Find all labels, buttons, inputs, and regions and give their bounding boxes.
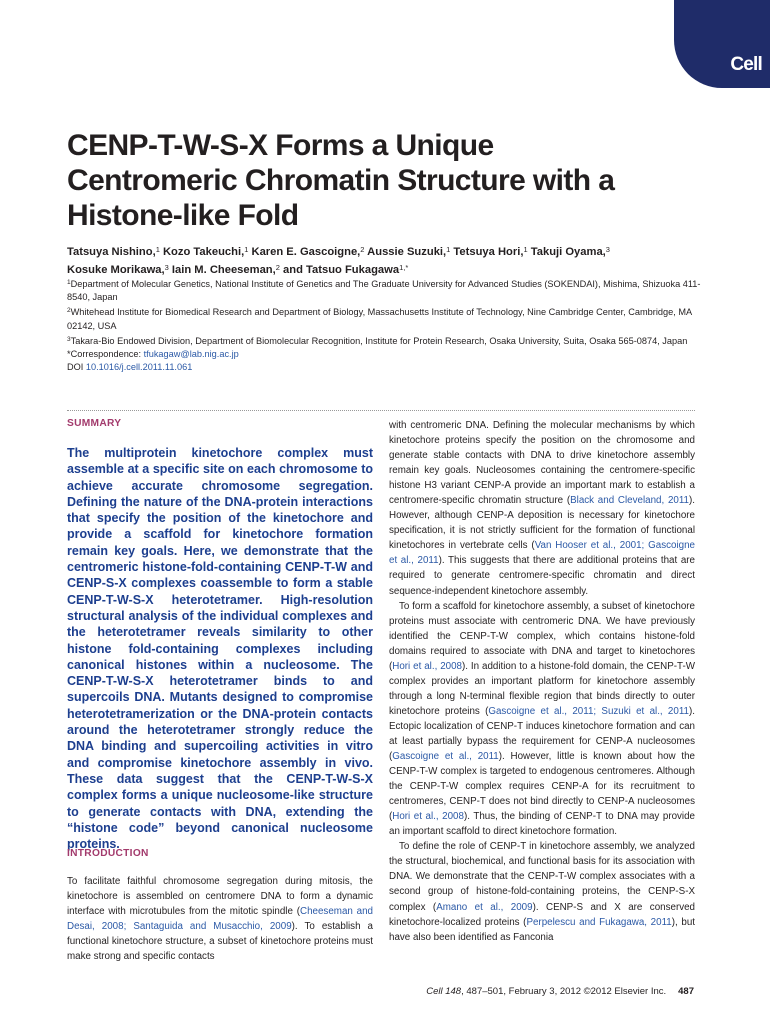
- summary-heading: SUMMARY: [67, 418, 122, 429]
- citation-link[interactable]: Van Hooser et al., 2001; Gascoigne et al., 2011: [389, 540, 695, 567]
- body-paragraph: [389, 418, 695, 599]
- author-affil-sup: 2: [360, 245, 365, 254]
- author: Tatsuya Nishino,: [67, 246, 156, 258]
- article-title: CENP-T-W-S-X Forms a Unique Centromeric Chromatin Structure with a Histone-like Fold: [67, 129, 615, 232]
- paragraph-text: ). However, although CENP-A deposition is necessary for kinetochore specification, it is not strictly sufficient for the formation of functional kinetochores in vertebrate cells (: [389, 495, 695, 552]
- affiliation-text: Whitehead Institute for Biomedical Research and Department of Biology, Massachusetts Institute of Technology, Nine Cambridge Center, Cambridge, MA 02142, USA: [67, 307, 692, 331]
- paragraph-text: To define the role of CENP-T in kinetochore assembly, we analyzed the structural, biochemical, and functional basis for its association with DNA. We demonstrate that the CENP-T-W complex associates with a second group of histone-fold-containing proteins, the CENP-S-X complex (: [389, 841, 695, 913]
- paragraph-text: ), but have also been identified as Fanconia: [389, 916, 696, 943]
- paragraph-text: with centromeric DNA. Defining the molecular mechanisms by which kinetochore proteins specify the position on the chromosome and generate stable contacts with DNA to drive kinetochore assembly remain key goals. Nucleosomes containing the centromere-specific histone H3 variant CENP-A provide an important mark to establish a centromere-specific chromatin structure (: [389, 420, 695, 507]
- affiliation-sup: 3: [67, 335, 71, 343]
- paragraph-text: ). CENP-S and X are conserved kinetochore-localized proteins (: [389, 901, 695, 928]
- correspondence-label: *Correspondence:: [67, 349, 144, 360]
- paragraph-text: To facilitate faithful chromosome segregation during mitosis, the kinetochore is assembled on centromere DNA to form a dynamic interface with microtubules from the mitotic spindle (: [67, 876, 373, 918]
- author-affil-sup: 2: [275, 263, 280, 272]
- page-number: 487: [678, 986, 694, 997]
- summary-text: The multiprotein kinetochore complex must assemble at a specific site on each chromosome to achieve accurate chromosome segregation. Defining the nature of the DNA-protein interactions that specify the position of the kinetochore and provide a scaffold for kinetochore formation remain key goals. Here, we demonstrate that the centromeric histone-fold-containing CENP-T-W and CENP-S-X complexes coassemble to form a stable CENP-T-W-S-X heterotetramer. High-resolution structural analysis of the individual complexes and the heterotetramer reveals similarity to other histone fold-containing complexes including canonical histones within a nucleosome. The CENP-T-W-S-X heterotetramer binds to and supercoils DNA. Mutants designed to compromise heterotetramerization or the DNA-protein contacts around the heterotetramer strongly reduce the DNA binding and supercoiling activities in vitro and compromise kinetochore assembly in vivo. These data suggest that the CENP-T-W-S-X complex forms a unique nucleosome-like structure to generate contacts with DNA, extending the “histone code” beyond canonical nucleosome proteins.: [67, 446, 373, 852]
- affiliations: [67, 276, 707, 374]
- citation-link[interactable]: Cheeseman and Desai, 2008; Santaguida and Musacchio, 2009: [67, 906, 373, 933]
- citation-link[interactable]: Perpelescu and Fukagawa, 2011: [526, 916, 672, 928]
- paragraph-text: ). To establish a functional kinetochore structure, a subset of kinetochore proteins must make strong and specific contacts: [67, 921, 373, 963]
- citation-link[interactable]: Gascoigne et al., 2011; Suzuki et al., 2011: [488, 705, 689, 717]
- correspondence: [67, 348, 707, 361]
- body-paragraph: [389, 839, 695, 944]
- author-affil-sup: 1,*: [399, 263, 409, 272]
- paragraph-text: ). Thus, the binding of CENP-T to DNA may provide an important scaffold to direct kinetochore formation.: [389, 811, 695, 838]
- footer-citation: , 487–501, February 3, 2012 ©2012 Elsevier Inc.: [461, 986, 667, 997]
- paragraph-text: ). However, little is known about how the CENP-T-W complex is targeted to endogenous centromeres. Although the CENP-T-W complex requires CENP-A for its recruitment to centromeres, CENP-T does not bind directly to CENP-A nucleosomes (: [389, 751, 695, 823]
- citation-link[interactable]: Black and Cleveland, 2011: [570, 495, 690, 507]
- page-footer: [426, 986, 694, 997]
- affiliation-text: Department of Molecular Genetics, National Institute of Genetics and The Graduate University for Advanced Studies (SOKENDAI), Mishima, Shizuoka 411-8540, Japan: [67, 279, 701, 303]
- author: Aussie Suzuki,: [367, 246, 447, 258]
- affiliation: [67, 333, 707, 348]
- correspondence-email-link[interactable]: tfukagaw@lab.nig.ac.jp: [143, 349, 239, 360]
- paragraph-text: ). In addition to a histone-fold domain, the CENP-T-W complex provides an important platform for kinetochore assembly through a long N-terminal flexible region that binds directly to outer kinetochore proteins (: [389, 660, 695, 717]
- author: Kosuke Morikawa,: [67, 264, 165, 276]
- affiliation-sup: 2: [67, 307, 71, 315]
- divider: [67, 410, 695, 411]
- affiliation: [67, 304, 707, 332]
- author: Takuji Oyama,: [530, 246, 606, 258]
- author: and Tatsuo Fukagawa: [283, 264, 400, 276]
- journal-logo-block: [674, 0, 770, 88]
- paragraph-text: ). Ectopic localization of CENP-T induces kinetochore formation and can at least partially bypass the requirement for CENP-A nucleosomes (: [389, 705, 695, 763]
- affiliation: [67, 276, 707, 304]
- author-affil-sup: 3: [164, 263, 169, 272]
- journal-logo: Cell: [730, 54, 762, 75]
- author: Kozo Takeuchi,: [162, 246, 245, 258]
- right-column: [389, 418, 695, 945]
- paragraph-text: ). This suggests that there are additional proteins that are required to generate centromere-specific chromatin and direct sequence-independent kinetochore assembly.: [389, 555, 695, 597]
- author-affil-sup: 1: [244, 245, 249, 254]
- author: Karen E. Gascoigne,: [251, 246, 361, 258]
- affiliation-text: Takara-Bio Endowed Division, Department of Biomolecular Recognition, Institute for Protein Research, Osaka University, Suita, Osaka 565-0874, Japan: [70, 335, 688, 346]
- left-column: [67, 418, 373, 963]
- author-affil-sup: 1: [155, 245, 160, 254]
- doi: [67, 361, 707, 374]
- citation-link[interactable]: Gascoigne et al., 2011: [392, 751, 499, 763]
- body-paragraph: [389, 599, 695, 840]
- author-list: [67, 242, 707, 278]
- citation-link[interactable]: Amano et al., 2009: [436, 901, 533, 913]
- citation-link[interactable]: Hori et al., 2008: [392, 811, 464, 823]
- citation-link[interactable]: Hori et al., 2008: [392, 660, 463, 672]
- introduction-paragraph: [67, 874, 373, 964]
- doi-link[interactable]: 10.1016/j.cell.2011.11.061: [85, 362, 193, 373]
- author: Tetsuya Hori,: [453, 246, 524, 258]
- doi-label: DOI: [67, 362, 86, 373]
- author-affil-sup: 1: [446, 245, 451, 254]
- paragraph-text: To form a scaffold for kinetochore assembly, a subset of kinetochore proteins must associate with centromeric DNA. We have previously identified the CENP-T-W complex, which contains histone-fold domains required to associate with DNA and target to kinetochores (: [389, 600, 695, 672]
- footer-journal: Cell: [426, 986, 446, 997]
- author-affil-sup: 3: [605, 245, 610, 254]
- introduction-heading: INTRODUCTION: [67, 848, 149, 859]
- affiliation-sup: 1: [67, 279, 71, 286]
- footer-volume: 148: [445, 986, 462, 997]
- author: Iain M. Cheeseman,: [171, 264, 276, 276]
- author-affil-sup: 1: [523, 245, 528, 254]
